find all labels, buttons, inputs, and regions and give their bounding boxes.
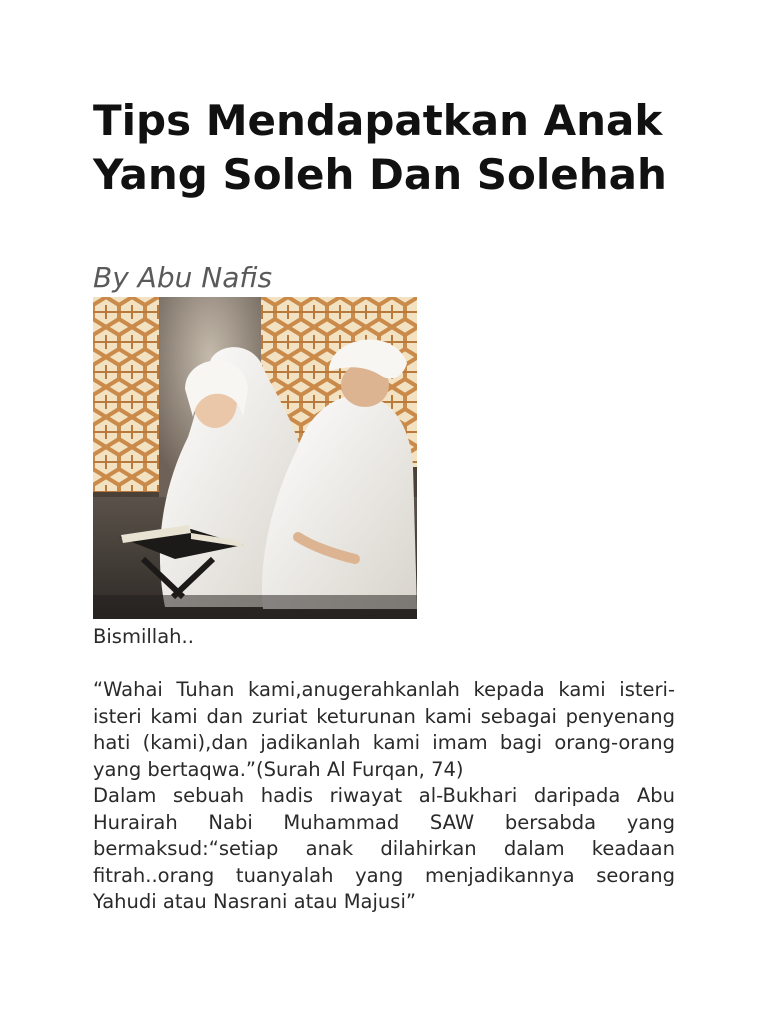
article-author: By Abu Nafis	[93, 261, 273, 294]
paragraph-gap	[93, 651, 675, 678]
quran-quote: “Wahai Tuhan kami,anugerahkanlah kepada kami isteri-isteri kami dan zuriat keturunan kami sebagai penyenang hati (kami),dan jadikanlah kami imam bagi orang-orang yang bertaqwa.”(Surah Al Furqan, 74)	[93, 678, 675, 781]
article-body	[93, 624, 675, 916]
opening-line: Bismillah..	[93, 625, 194, 648]
photo-illustration	[93, 297, 417, 619]
hadith-paragraph: Dalam sebuah hadis riwayat al-Bukhari daripada Abu Hurairah Nabi Muhammad SAW bersabda yang bermaksud:“setiap anak dilahirkan dalam keadaan fitrah..orang tuanyalah yang menjadikannya seorang Yahudi atau Nasrani atau Majusi”	[93, 784, 675, 913]
article-photo	[93, 297, 417, 619]
article-title: Tips Mendapatkan Anak Yang Soleh Dan Solehah	[93, 96, 667, 199]
